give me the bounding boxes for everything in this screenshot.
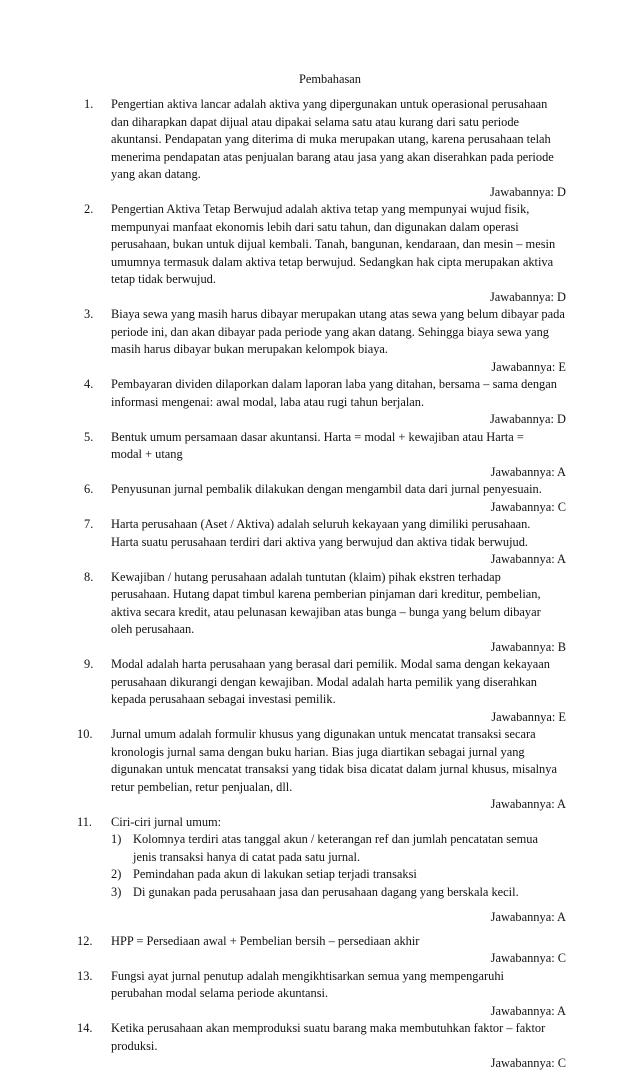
sub-item-number: 2)	[111, 867, 122, 881]
item-number: 13.	[77, 968, 93, 983]
sub-list-item	[111, 866, 566, 884]
list-item	[84, 569, 566, 657]
item-number: 3.	[84, 307, 94, 321]
item-text: Penyusunan jurnal pembalik dilakukan dengan mengambil data dari jurnal penyesuain.	[111, 482, 542, 496]
item-number: 12.	[77, 933, 93, 948]
item-text: Pembayaran dividen dilaporkan dalam laporan laba yang ditahan, bersama – sama dengan informasi mengenai: awal modal, laba atau rugi tahun berjalan.	[111, 377, 557, 409]
answer-label: Jawabannya: A	[490, 910, 566, 924]
item-number: 1.	[84, 97, 94, 111]
item-text: Bentuk umum persamaan dasar akuntansi. Harta = modal + kewajiban atau Harta = modal + utang	[111, 429, 524, 461]
answer-label: Jawabannya: D	[489, 412, 566, 426]
answer-label: Jawabannya: C	[490, 1056, 566, 1070]
answer-label: Jawabannya: E	[491, 709, 566, 724]
item-text: Biaya sewa yang masih harus dibayar merupakan utang atas sewa yang belum dibayar pada periode ini, dan akan dibayar pada periode yang akan datang. Sehingga biaya sewa yang masih harus dibayar bukan merupakan kelompok biaya.	[111, 307, 565, 356]
item-text: Pengertian Aktiva Tetap Berwujud adalah aktiva tetap yang mempunyai wujud fisik, mempunyai manfaat ekonomis lebih dari satu tahun, dan digunakan dalam operasi perusahaan, bukan untuk dijual kembali. Tanah, bangunan, kendaraan, dan mesin – mesin umumnya termasuk dalam aktiva tetap berwujud. Sedangkan hak cipta merupakan aktiva tetap tidak berwujud.	[111, 202, 556, 286]
item-text: Modal adalah harta perusahaan yang berasal dari pemilik. Modal sama dengan kekayaan perusahaan dikurangi dengan kewajiban. Modal adalah harta pemilik yang diserahkan kepada perusahaan sebagai investasi pemilik.	[111, 657, 551, 706]
item-number: 7.	[84, 517, 94, 531]
list-item	[84, 201, 566, 306]
sub-list-item	[111, 884, 566, 902]
list-item	[77, 968, 566, 1021]
list-item	[84, 429, 566, 482]
list-item	[84, 376, 566, 429]
answer-label: Jawabannya: C	[490, 951, 566, 965]
list-item	[77, 933, 566, 968]
item-number: 9.	[84, 657, 94, 671]
item-number: 11.	[77, 814, 93, 829]
answer-label: Jawabannya: D	[489, 184, 566, 199]
answer-label: Jawabannya: C	[490, 499, 566, 514]
list-item	[84, 516, 566, 569]
list-item	[77, 814, 566, 927]
item-text: HPP = Persediaan awal + Pembelian bersih – persediaan akhir	[111, 933, 420, 948]
list-item	[77, 1020, 566, 1073]
list-item	[77, 726, 566, 814]
item-text: Harta perusahaan (Aset / Aktiva) adalah seluruh kekayaan yang dimiliki perusahaan. Harta suatu perusahaan terdiri dari aktiva yang berwujud dan aktiva tidak berwujud.	[111, 517, 531, 549]
list-item	[84, 656, 566, 726]
sub-item-text: Kolomnya terdiri atas tanggal akun / keterangan ref dan jumlah pencatatan semua jenis transaksi hanya di catat pada satu jurnal.	[133, 832, 538, 864]
item-text: Kewajiban / hutang perusahaan adalah tuntutan (klaim) pihak ekstren terhadap perusahaan. Hutang dapat timbul karena pemberian pinjaman dari kreditur, pembelian, aktiva secara kredit, atau pelunasan kewajiban atas bunga – bunga yang belum dibayar oleh perusahaan.	[111, 569, 541, 636]
sub-item-number: 1)	[111, 832, 122, 846]
item-text: Pengertian aktiva lancar adalah aktiva yang dipergunakan untuk operasional perusahaan dan diharapkan dapat dijual atau dipakai selama satu atau kurang dari satu periode akuntansi. Pendapatan yang diterima di muka merupakan utang, karena perusahaan telah menerima pendapatan atas penjualan barang atau jasa yang akan diserahkan pada periode yang akan datang.	[111, 97, 554, 181]
sub-item-number: 3)	[111, 884, 122, 899]
item-text: Ciri-ciri jurnal umum:	[111, 814, 222, 829]
page-title: Pembahasan	[299, 72, 361, 86]
sub-list-item	[111, 831, 566, 866]
sub-item-text: Pemindahan pada akun di lakukan setiap terjadi transaksi	[133, 867, 417, 881]
answer-label: Jawabannya: A	[490, 1003, 566, 1018]
item-number: 2.	[84, 202, 94, 216]
item-text: Jurnal umum adalah formulir khusus yang digunakan untuk mencatat transaksi secara kronologis jurnal sama dengan buku harian. Bias juga diartikan sebagai jurnal yang digunakan untuk mencatat transaksi yang tidak bisa dicatat dalam jurnal khusus, misalnya retur pembelian, retur penjualan, dll.	[111, 727, 557, 794]
item-text: Ketika perusahaan akan memproduksi suatu barang maka membutuhkan faktor – faktor produksi.	[111, 1021, 546, 1053]
answer-label: Jawabannya: D	[489, 289, 566, 304]
list-item	[84, 96, 566, 201]
answer-label: Jawabannya: A	[490, 464, 566, 479]
answer-list	[77, 96, 566, 1073]
answer-label: Jawabannya: A	[490, 552, 566, 566]
item-number: 14.	[77, 1021, 93, 1035]
item-number: 6.	[84, 482, 94, 496]
item-number: 4.	[84, 377, 94, 391]
sub-item-text: Di gunakan pada perusahaan jasa dan perusahaan dagang yang berskala kecil.	[133, 884, 519, 899]
item-number: 5.	[84, 429, 94, 444]
answer-label: Jawabannya: A	[490, 797, 566, 811]
item-text: Fungsi ayat jurnal penutup adalah mengikhtisarkan semua yang mempengaruhi perubahan modal selama periode akuntansi.	[111, 968, 504, 1000]
answer-label: Jawabannya: E	[491, 359, 566, 374]
item-number: 10.	[77, 727, 93, 741]
list-item	[84, 481, 566, 516]
list-item	[84, 306, 566, 376]
item-number: 8.	[84, 569, 94, 584]
answer-label: Jawabannya: B	[490, 639, 566, 654]
sub-list	[111, 831, 566, 901]
